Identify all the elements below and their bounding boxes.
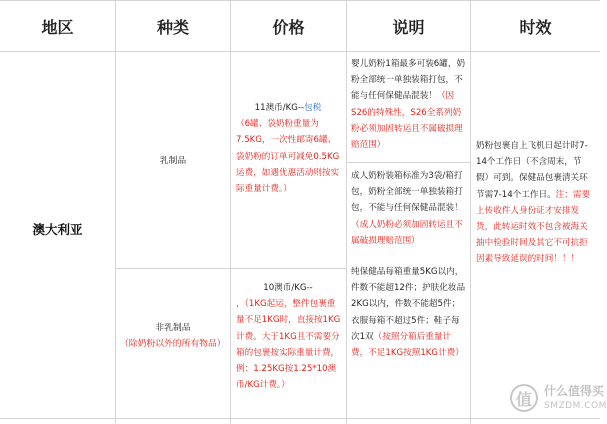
price-non-dairy-main-line — [234, 280, 342, 296]
desc-infant-formula-warning: （因S26的特殊性，S26全系列奶粉必须加固转运且不属破损理赔范围） — [351, 91, 463, 151]
header-timing: 时效 — [471, 1, 600, 51]
col-divider-2 — [230, 0, 231, 424]
desc-infant-formula — [351, 56, 467, 153]
timing-warning: 注：需要上传收件人身份证才安排发货，此转运时效不包含被海关抽中检验时间及其它不可抗拒因素导致延误的时间！！！ — [476, 189, 591, 265]
desc-non-dairy-text: 纯保健品每箱重量5KG以内，件数不能超12件；护肤化妆品2KG以内，件数不能超5件；衣服每箱不超过5件；鞋子每次1双 — [351, 267, 466, 342]
desc-divider — [346, 162, 470, 163]
header-bottom-border — [0, 51, 600, 52]
category-non-dairy — [120, 320, 226, 352]
watermark-site-name: 什么值得买 — [544, 384, 605, 398]
desc-adult-formula — [351, 168, 467, 249]
price-dairy — [234, 100, 342, 197]
price-dairy-note: （6罐、袋奶粉重量为7.5KG，一次性邮寄6罐、袋奶粉的订单可减免0.5KG运费，如遇优惠活动则按实际重量计费。） — [236, 119, 340, 195]
desc-non-dairy — [351, 264, 467, 361]
category-non-dairy-label: 非乳制品 — [155, 323, 191, 333]
category-dairy-label: 乳制品 — [159, 156, 187, 166]
desc-non-dairy-warning: （按照分箱后重量计费，不足1KG按照1KG计费） — [351, 331, 464, 359]
desc-adult-formula-text: 成人奶粉装箱标准为3袋/箱打包，奶粉全部统一单独装箱打包，不能与任何保健品混装！ — [351, 171, 463, 214]
price-non-dairy-main: 10澳币/KG-- — [263, 283, 313, 293]
price-dairy-main: 11澳币/KG-- — [254, 103, 305, 113]
watermark-logo-icon: 值 — [510, 384, 538, 412]
category-dairy — [116, 153, 230, 166]
desc-adult-formula-warning: （成人奶粉必须加固转运且不属破损理赔范围） — [351, 219, 463, 246]
region-cell — [0, 220, 115, 238]
header-category: 种类 — [116, 1, 230, 51]
price-non-dairy-note: ，（1KG起运，整件包裹重量不足1KG时，直接按1KG计费。大于1KG且不需要分箱的包裹按实际重量计费，例：1.25KG按1.25*10澳币/KG计费。） — [236, 299, 341, 391]
price-dairy-main-line — [234, 100, 342, 116]
site-watermark — [510, 380, 607, 420]
col-divider-1 — [115, 0, 116, 424]
timing-cell — [476, 138, 594, 268]
category-non-dairy-note: （除奶粉以外的所有物品） — [120, 339, 226, 349]
desc-infant-formula-text: 婴儿奶粉1箱最多可装6罐，奶粉全部统一单独装箱打包，不能与任何保健品混装！ — [351, 59, 466, 102]
watermark-site-domain: SMZDM.COM — [544, 401, 607, 411]
price-dairy-tax-tag: 包税 — [304, 103, 322, 113]
timing-text: 奶粉包裹自上飞机日起计时7-14个工作日（不含周末，节假）可到。保健品包裹清关环节需7-14个工作日。 — [476, 141, 588, 200]
header-region: 地区 — [0, 1, 115, 51]
header-description: 说明 — [347, 1, 470, 51]
region-name: 澳大利亚 — [32, 222, 83, 237]
col-divider-3 — [346, 0, 347, 424]
col-divider-4 — [470, 0, 471, 424]
header-price: 价格 — [231, 1, 346, 51]
price-non-dairy — [234, 280, 342, 393]
